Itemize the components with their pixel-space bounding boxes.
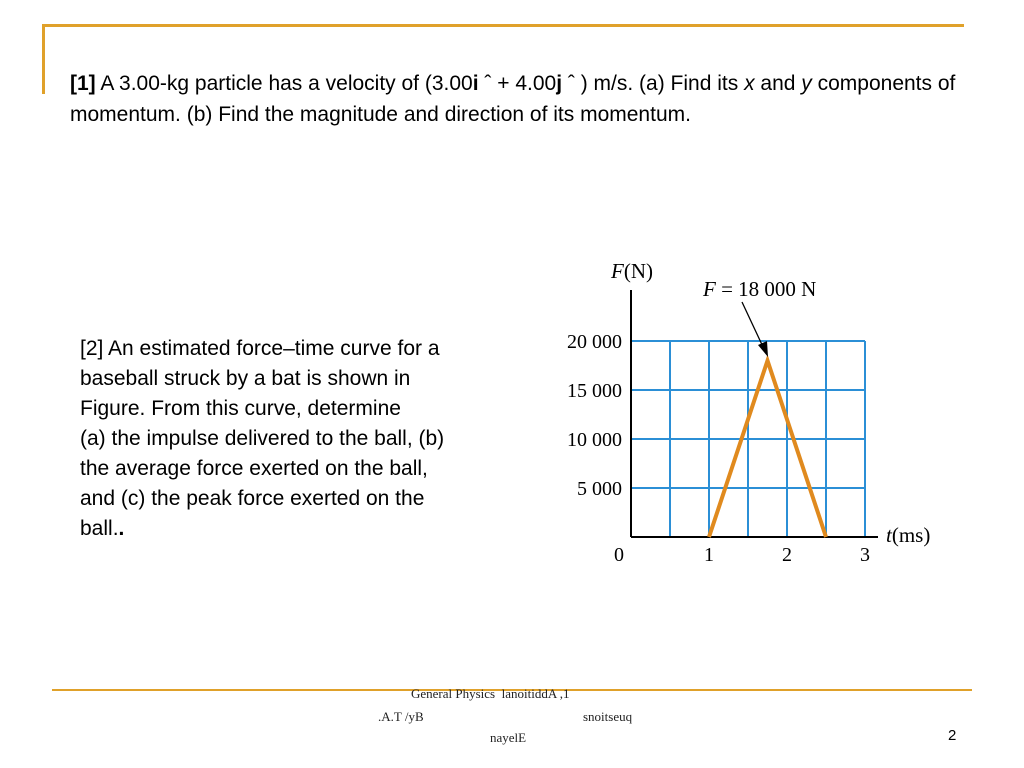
problem-2-line: baseball struck by a bat is shown in bbox=[80, 367, 411, 390]
footer-line-1: General Physics lanoitiddA ,1 bbox=[411, 686, 570, 701]
x-tick-label: 0 bbox=[614, 544, 624, 566]
x-tick-label: 1 bbox=[704, 544, 714, 566]
y-tick-labels bbox=[567, 331, 622, 500]
problem-2-line: ball.. bbox=[80, 517, 125, 540]
chart-grid bbox=[631, 341, 865, 537]
y-axis-label: F(N) bbox=[611, 259, 653, 283]
y-tick-label: 10 000 bbox=[567, 429, 622, 451]
footer-line-2a: .A.T /yB bbox=[378, 709, 424, 724]
problem-2-line: the average force exerted on the ball, bbox=[80, 457, 428, 480]
x-tick-labels bbox=[614, 544, 870, 566]
footer-line-2b: snoitseuq bbox=[583, 709, 633, 724]
problem-2-line: Figure. From this curve, determine bbox=[80, 397, 401, 420]
y-tick-label: 20 000 bbox=[567, 331, 622, 353]
footer-line-3: nayelE bbox=[490, 730, 527, 745]
x-tick-label: 3 bbox=[860, 544, 870, 566]
problem-2-line: (a) the impulse delivered to the ball, (b) bbox=[80, 427, 445, 450]
x-axis-label: t(ms) bbox=[886, 523, 931, 547]
problem-1-number: [1] bbox=[70, 72, 96, 95]
y-tick-label: 5 000 bbox=[577, 478, 622, 500]
page-number: 2 bbox=[948, 727, 957, 744]
peak-annotation: F = 18 000 N bbox=[703, 277, 817, 301]
x-tick-label: 2 bbox=[782, 544, 792, 566]
y-tick-label: 15 000 bbox=[567, 380, 622, 402]
problem-2-line: [2] An estimated force–time curve for a bbox=[80, 337, 440, 360]
problem-2-line: and (c) the peak force exerted on the bbox=[80, 487, 425, 510]
force-curve bbox=[709, 361, 826, 537]
problem-1-text: [1] A 3.00-kg particle has a velocity of (3.00i ˆ + 4.00j ˆ ) m/s. (a) Find its x and y components of momentum. (b) Find the magnitude and direction of its momentum. bbox=[70, 72, 956, 126]
annotation-arrowhead bbox=[758, 341, 768, 357]
